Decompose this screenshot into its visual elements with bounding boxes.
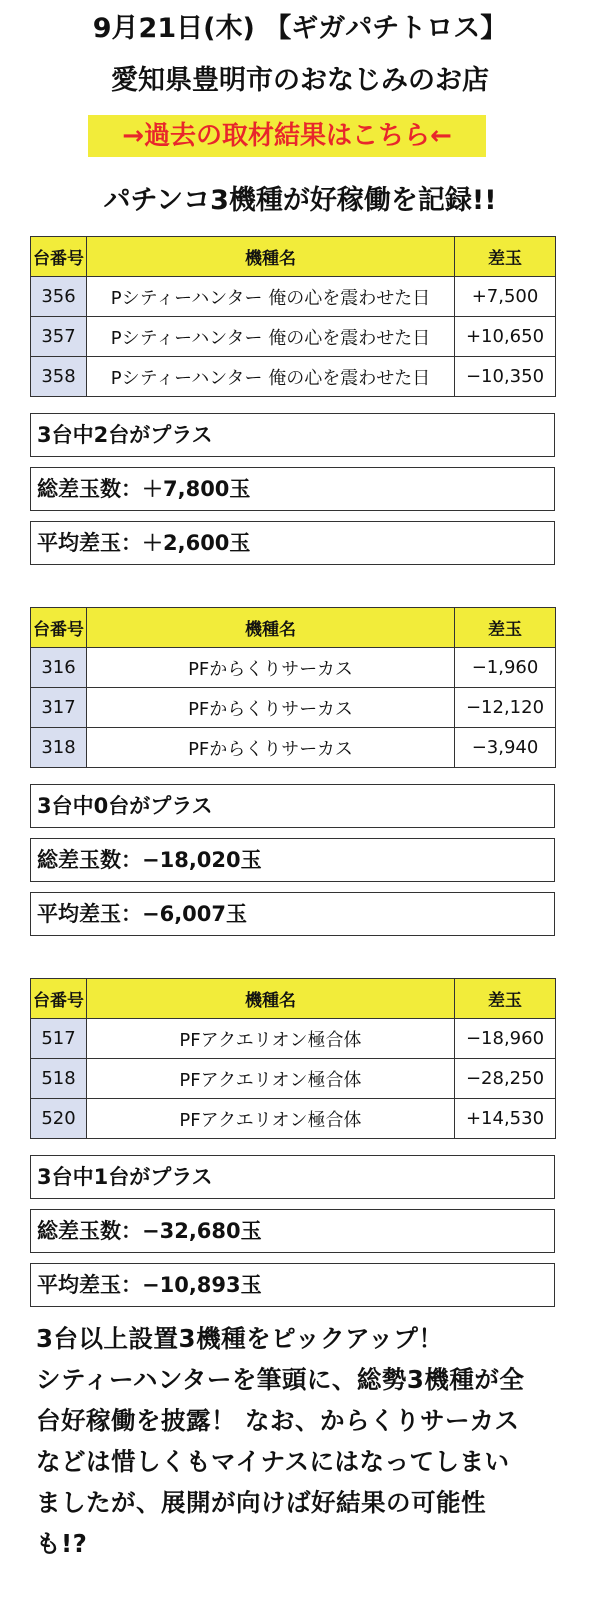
article-line: 3台以上設置3機種をピックアップ！ xyxy=(36,1324,444,1353)
article-line: も!? xyxy=(36,1529,88,1558)
col-header-diff: 差玉 xyxy=(455,237,556,277)
article-line: ましたが、展開が向けば好結果の可能性 xyxy=(36,1488,486,1517)
col-header-machine: 機種名 xyxy=(87,979,455,1019)
total-diff-summary: 総差玉数：＋7,800玉 xyxy=(30,467,555,511)
machine-name: PFからくりサーカス xyxy=(87,688,455,728)
past-results-link[interactable]: →過去の取材結果はこちら← xyxy=(88,115,486,157)
plus-count-summary: 3台中2台がプラス xyxy=(30,413,555,457)
plus-count-summary: 3台中0台がプラス xyxy=(30,784,555,828)
machine-number: 316 xyxy=(31,648,87,688)
table-row xyxy=(31,1059,556,1099)
total-diff-summary: 総差玉数：−18,020玉 xyxy=(30,838,555,882)
col-header-machine: 機種名 xyxy=(87,608,455,648)
article-body xyxy=(36,1318,566,1564)
table-row xyxy=(31,648,556,688)
total-diff-summary: 総差玉数：−32,680玉 xyxy=(30,1209,555,1253)
machine-number: 518 xyxy=(31,1059,87,1099)
average-diff-summary: 平均差玉：−6,007玉 xyxy=(30,892,555,936)
machine-name: PFアクエリオン極合体 xyxy=(87,1099,455,1139)
average-diff-summary: 平均差玉：−10,893玉 xyxy=(30,1263,555,1307)
article-line: 台好稼働を披露！ なお、からくりサーカス xyxy=(36,1406,520,1435)
machine-name: PFからくりサーカス xyxy=(87,728,455,768)
ball-diff: −10,350 xyxy=(455,357,556,397)
table-row xyxy=(31,277,556,317)
table-row xyxy=(31,357,556,397)
machine-table-aquarion xyxy=(30,978,556,1139)
col-header-number: 台番号 xyxy=(31,979,87,1019)
article-line: シティーハンターを筆頭に、総勢3機種が全 xyxy=(36,1365,525,1394)
table-row xyxy=(31,1019,556,1059)
machine-name: PFアクエリオン極合体 xyxy=(87,1059,455,1099)
table-header-row xyxy=(31,237,556,277)
machine-name: PFアクエリオン極合体 xyxy=(87,1019,455,1059)
machine-number: 517 xyxy=(31,1019,87,1059)
col-header-machine: 機種名 xyxy=(87,237,455,277)
col-header-diff: 差玉 xyxy=(455,608,556,648)
ball-diff: −28,250 xyxy=(455,1059,556,1099)
machine-name: Pシティーハンター 俺の心を震わせた日 xyxy=(87,277,455,317)
ball-diff: −1,960 xyxy=(455,648,556,688)
machine-number: 318 xyxy=(31,728,87,768)
col-header-diff: 差玉 xyxy=(455,979,556,1019)
ball-diff: −3,940 xyxy=(455,728,556,768)
machine-name: Pシティーハンター 俺の心を震わせた日 xyxy=(87,317,455,357)
machine-name: Pシティーハンター 俺の心を震わせた日 xyxy=(87,357,455,397)
col-header-number: 台番号 xyxy=(31,237,87,277)
table-header-row xyxy=(31,979,556,1019)
table-header-row xyxy=(31,608,556,648)
machine-number: 520 xyxy=(31,1099,87,1139)
table-row xyxy=(31,1099,556,1139)
table-row xyxy=(31,688,556,728)
average-diff-summary: 平均差玉：＋2,600玉 xyxy=(30,521,555,565)
ball-diff: +10,650 xyxy=(455,317,556,357)
machine-number: 357 xyxy=(31,317,87,357)
ball-diff: +14,530 xyxy=(455,1099,556,1139)
ball-diff: +7,500 xyxy=(455,277,556,317)
machine-number: 358 xyxy=(31,357,87,397)
article-headline: パチンコ3機種が好稼働を記録!! xyxy=(103,185,497,216)
machine-number: 356 xyxy=(31,277,87,317)
article-line: などは惜しくもマイナスにはなってしまい xyxy=(36,1447,510,1476)
machine-table-city-hunter xyxy=(30,236,556,397)
table-row xyxy=(31,317,556,357)
machine-name: PFからくりサーカス xyxy=(87,648,455,688)
table-row xyxy=(31,728,556,768)
col-header-number: 台番号 xyxy=(31,608,87,648)
page-title: 9月21日(木) 【ギガパチトロス】 xyxy=(92,13,508,44)
machine-number: 317 xyxy=(31,688,87,728)
ball-diff: −12,120 xyxy=(455,688,556,728)
machine-table-karakuri-circus xyxy=(30,607,556,768)
store-subtitle: 愛知県豊明市のおなじみのお店 xyxy=(111,65,489,96)
plus-count-summary: 3台中1台がプラス xyxy=(30,1155,555,1199)
ball-diff: −18,960 xyxy=(455,1019,556,1059)
